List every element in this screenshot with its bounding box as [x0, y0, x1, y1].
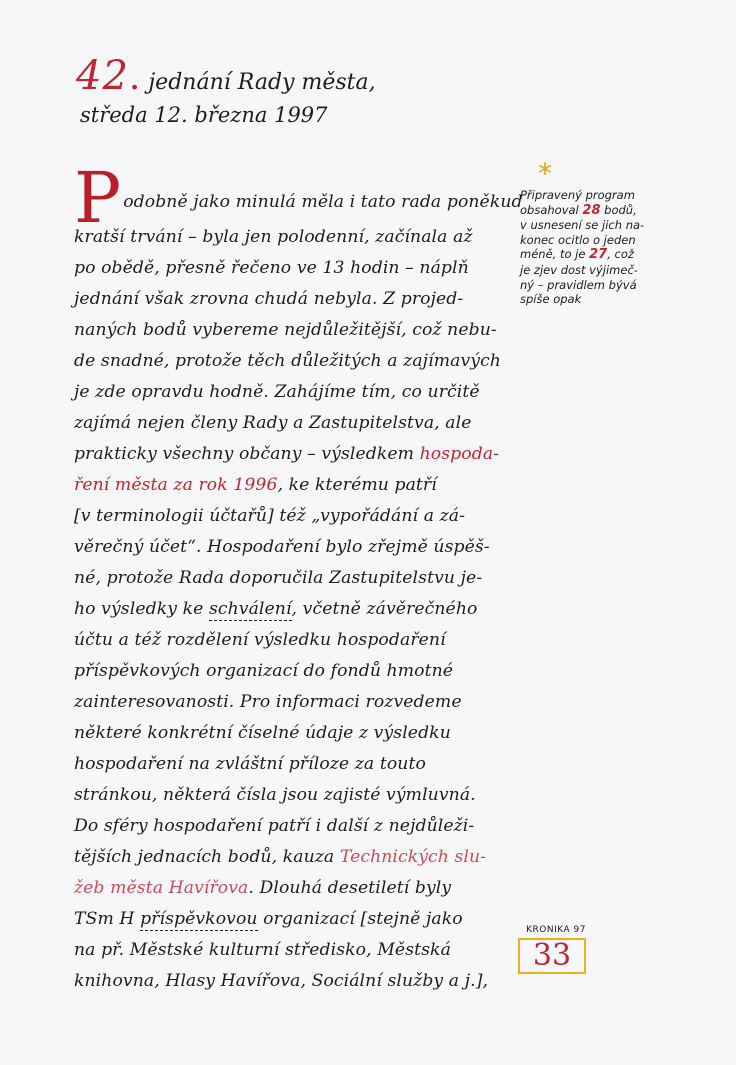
- text-segment: po obědě, přesně řečeno ve 13 hodin – náplň: [74, 258, 469, 278]
- text-segment: tějších jednacích bodů, kauza: [74, 847, 340, 867]
- meeting-date: středa 12. března 1997: [80, 103, 328, 127]
- text-segment: naných bodů vybereme nejdůležitější, což nebu-: [74, 320, 497, 340]
- text-segment: kratší trvání – byla jen polodenní, začínala až: [74, 227, 473, 247]
- text-segment: některé konkrétní číselné údaje z výsledku: [74, 723, 451, 743]
- text-line: [74, 346, 514, 377]
- text-segment: spíše opak: [520, 292, 582, 307]
- text-line: [74, 563, 514, 594]
- text-segment: né, protože Rada doporučila Zastupitelstvu je-: [74, 568, 483, 588]
- text-line: [74, 377, 514, 408]
- note-line: [520, 278, 680, 293]
- text-line: [74, 842, 514, 873]
- text-line: [74, 253, 514, 284]
- margin-note: [520, 157, 680, 307]
- note-line: [520, 233, 680, 248]
- text-line: [74, 408, 514, 439]
- note-line: [520, 247, 680, 263]
- asterisk-icon: *: [538, 157, 552, 190]
- text-segment: organizací [stejně jako: [257, 909, 463, 929]
- text-line: [74, 532, 514, 563]
- text-segment: na př. Městské kulturní středisko, Městská: [74, 940, 451, 960]
- text-segment: je zde opravdu hodně. Zahájíme tím, co určitě: [74, 382, 480, 402]
- text-line: [74, 470, 514, 501]
- text-segment: zainteresovanosti. Pro informaci rozvedeme: [74, 692, 462, 712]
- meeting-title: jednání Rady města,: [148, 70, 376, 95]
- text-line: [74, 439, 514, 470]
- text-line: [74, 625, 514, 656]
- text-line: [74, 904, 514, 935]
- text-segment: konec ocitlo o jeden: [520, 232, 636, 247]
- text-line: [74, 966, 514, 997]
- text-line: [74, 780, 514, 811]
- first-line-text: [123, 187, 522, 218]
- text-segment: TSm H: [74, 909, 141, 929]
- page-footer: [518, 924, 588, 974]
- text-segment: , což: [607, 247, 634, 262]
- text-segment: , včetně závěrečného: [291, 599, 478, 619]
- text-line: [74, 935, 514, 966]
- text-segment: Připravený program: [520, 188, 635, 202]
- meeting-number-dot: .: [128, 57, 141, 98]
- text-segment: jednání však zrovna chudá nebyla. Z projed-: [74, 289, 464, 309]
- text-segment: odobně jako minulá měla i tato rada poněkud: [123, 192, 523, 212]
- text-segment: Technických slu-: [339, 847, 487, 867]
- page-number-box: [518, 938, 586, 974]
- text-segment: de snadné, protože těch důležitých a zajímavých: [74, 351, 501, 371]
- text-line: [74, 749, 514, 780]
- text-line: [74, 873, 514, 904]
- text-segment: stránkou, některá čísla jsou zajisté výmluvná.: [74, 785, 476, 805]
- text-segment: , ke kterému patří: [277, 475, 437, 495]
- note-line: [520, 188, 680, 203]
- meeting-heading: [76, 53, 376, 128]
- text-segment: bodů,: [600, 202, 637, 217]
- text-segment: 28: [582, 202, 601, 218]
- text-segment: Do sféry hospodaření patří i další z nejdůleži-: [74, 816, 475, 836]
- text-segment: účtu a též rozdělení výsledku hospodaření: [74, 630, 446, 650]
- meeting-number: 42: [76, 53, 129, 99]
- text-segment: žeb města Havířova: [74, 878, 249, 898]
- main-text: [74, 144, 523, 997]
- text-line: [74, 687, 514, 718]
- text-line: [74, 718, 514, 749]
- note-line: [520, 218, 680, 233]
- note-line: [520, 292, 680, 307]
- text-line: [74, 811, 514, 842]
- page-number: 33: [532, 938, 572, 973]
- text-segment: příspěvkových organizací do fondů hmotné: [74, 661, 454, 681]
- note-line: [520, 203, 680, 219]
- text-line: [74, 594, 514, 625]
- text-segment: ný – pravidlem bývá: [520, 277, 637, 292]
- text-segment: věrečný účet“. Hospodaření bylo zřejmě úspěš-: [74, 537, 490, 557]
- text-segment: obsahoval: [520, 202, 583, 217]
- drop-cap: P: [74, 157, 122, 239]
- note-line: [520, 263, 680, 278]
- text-segment: méně, to je: [520, 247, 590, 262]
- text-segment: příspěvkovou: [140, 909, 258, 929]
- text-segment: zajímá nejen členy Rady a Zastupitelstva, ale: [74, 413, 472, 433]
- text-segment: hospodaření na zvláštní příloze za touto: [74, 754, 426, 774]
- text-segment: 27: [589, 247, 608, 263]
- chronicle-label: KRONIKA 97: [526, 925, 586, 935]
- text-segment: [v terminologii účtařů] též „vypořádání a zá-: [74, 506, 466, 526]
- text-segment: ho výsledky ke: [74, 599, 209, 619]
- margin-note-text: [520, 188, 680, 307]
- text-line: [74, 315, 514, 346]
- text-segment: v usnesení se jich na-: [520, 218, 645, 233]
- text-line: [74, 656, 514, 687]
- text-line: [74, 284, 514, 315]
- text-segment: schválení: [208, 599, 292, 619]
- text-segment: hospoda-: [419, 444, 500, 464]
- text-segment: je zjev dost výjimeč-: [520, 262, 638, 277]
- text-line: [74, 501, 514, 532]
- text-segment: prakticky všechny občany – výsledkem: [74, 444, 420, 464]
- text-segment: . Dlouhá desetiletí byly: [248, 878, 452, 898]
- text-line: [74, 222, 514, 253]
- text-segment: ření města za rok 1996: [74, 475, 278, 495]
- text-segment: knihovna, Hlasy Havířova, Sociální služby a j.],: [74, 971, 489, 991]
